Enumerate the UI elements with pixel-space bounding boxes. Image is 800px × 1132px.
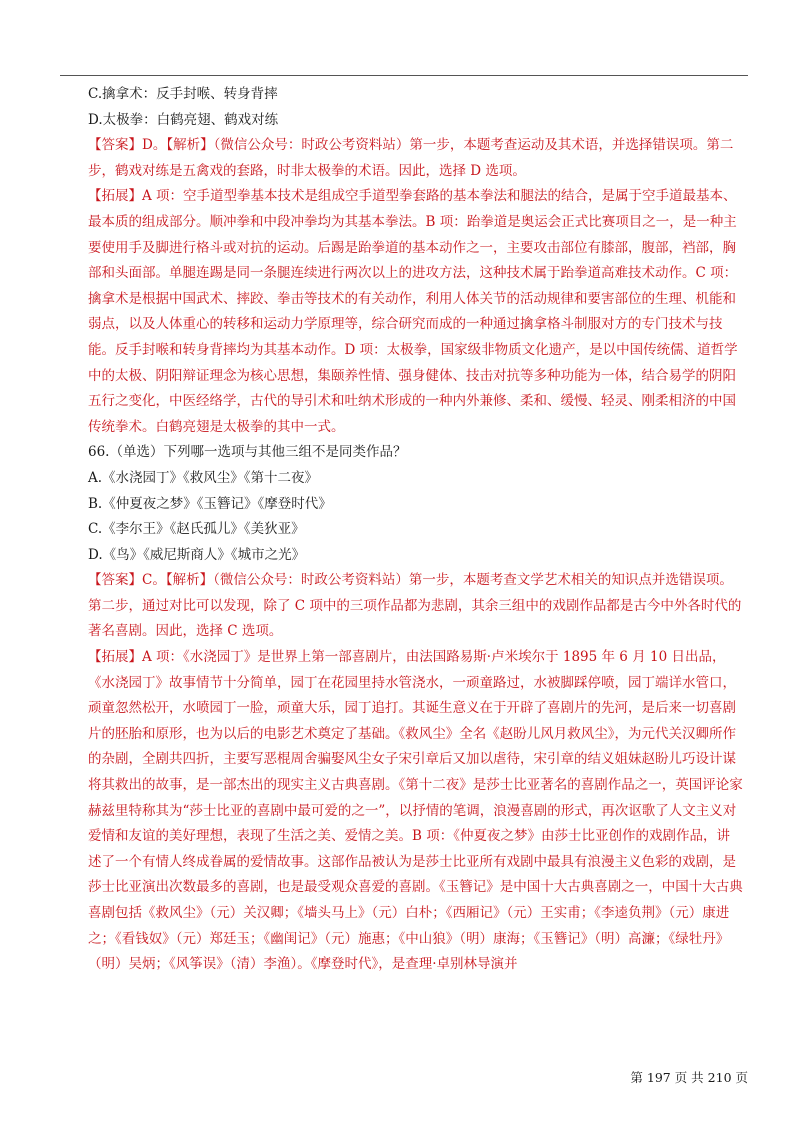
q66-answer: 【答案】C。【解析】（微信公众号：时政公考资料站）第一步，本题考查文学艺术相关的知识点并选错误项。第二步，通过对比可以发现，除了 C 项中的三项作品都为悲剧，其余三组中的戏剧作品都是古今中外各时代的著名喜剧。因此，选择 C 选项。 (88, 572, 742, 640)
q66-option-a: A.《水浇园丁》《救风尘》《第十二夜》 (88, 469, 319, 486)
q66-option-d: D.《鸟》《威尼斯商人》《城市之光》 (88, 546, 306, 563)
header-rule (60, 75, 748, 76)
q66-extension: 【拓展】A 项：《水浇园丁》是世界上第一部喜剧片，由法国路易斯·卢米埃尔于 1895 年 6 月 10 日出品，《水浇园丁》故事情节十分简单，园丁在花园里持水管浇水，一顽童路过，水被脚踩停喷，园丁端详水管口，顽童忽然松开，水喷园丁一脸，顽童大乐，园丁追打。其诞生意义在于开辟了喜剧片的先河，是后来一切喜剧片的胚胎和原形，也为以后的电影艺术奠定了基础。《救风尘》全名《赵盼儿风月救风尘》，为元代关汉卿所作的杂剧，全剧共四折，主要写恶棍周舍骗娶风尘女子宋引章后又加以虐待，宋引章的结义姐妹赵盼儿巧设计谋将其救出的故事，是一部杰出的现实主义古典喜剧。《第十二夜》是莎士比亚著名的喜剧作品之一，英国评论家赫兹里特称其为“莎士比亚的喜剧中最可爱的之一”，以抒情的笔调，浪漫喜剧的形式，再次讴歌了人文主义对爱情和友谊的美好理想，表现了生活之美、爱情之美。B 项：《仲夏夜之梦》由莎士比亚创作的戏剧作品，讲述了一个有情人终成眷属的爱情故事。这部作品被认为是莎士比亚所有戏剧中最具有浪漫主义色彩的戏剧，是莎士比亚演出次数最多的喜剧，也是最受观众喜爱的喜剧。《玉簪记》是中国十大古典喜剧之一，中国十大古典喜剧包括《救风尘》（元）关汉卿；《墙头马上》（元）白朴；《西厢记》（元）王实甫；《李逵负荆》（元）康进之；《看钱奴》（元）郑廷玉；《幽闺记》（元）施惠；《中山狼》（明）康海；《玉簪记》（明）高濂；《绿牡丹》（明）吴炳；《风筝误》（清）李渔）。《摩登时代》，是查理·卓别林导演并 (88, 649, 743, 973)
q65-extension: 【拓展】A 项：空手道型拳基本技术是组成空手道型拳套路的基本拳法和腿法的结合，是属于空手道最基本、最本质的组成部分。顺冲拳和中段冲拳均为其基本拳法。B 项：跆拳道是奥运会正式比赛项目之一，是一种主要使用手及脚进行格斗或对抗的运动。后踢是跆拳道的基本动作之一，主要攻击部位有膝部，腹部，裆部，胸部和头面部。单腿连踢是同一条腿连续进行两次以上的进攻方法，这种技术属于跆拳道高难技术动作。C 项：擒拿术是根据中国武术、摔跤、拳击等技术的有关动作，利用人体关节的活动规律和要害部位的生理、机能和弱点，以及人体重心的转移和运动力学原理等，综合研究而成的一种通过擒拿格斗制服对方的专门技术与技能。反手封喉和转身背摔均为其基本动作。D 项：太极拳，国家级非物质文化遗产，是以中国传统儒、道哲学中的太极、阴阳辩证理念为核心思想，集颐养性情、强身健体、技击对抗等多种功能为一体，结合易学的阴阳五行之变化，中医经络学，古代的导引术和吐纳术形成的一种内外兼修、柔和、缓慢、轻灵、刚柔相济的中国传统拳术。白鹤亮翅是太极拳的其中一式。 (88, 188, 738, 435)
q66-option-c: C.《李尔王》《赵氏孤儿》《美狄亚》 (88, 521, 305, 538)
page-number: 第 197 页 共 210 页 (630, 1070, 748, 1085)
q66-option-b: B.《仲夏夜之梦》《玉簪记》《摩登时代》 (88, 495, 332, 512)
q65-answer: 【答案】D。【解析】（微信公众号：时政公考资料站）第一步，本题考查运动及其术语，并选择错误项。第二步，鹤戏对练是五禽戏的套路，时非太极拳的术语。因此，选择 D 选项。 (88, 137, 734, 179)
q66-stem: 66.（单选）下列哪一选项与其他三组不是同类作品？ (88, 444, 407, 461)
q65-option-d: D.太极拳：白鹤亮翅、鹤戏对练 (88, 111, 279, 128)
q65-option-c: C.擒拿术：反手封喉、转身背摔 (88, 86, 278, 102)
page-content (88, 82, 743, 978)
